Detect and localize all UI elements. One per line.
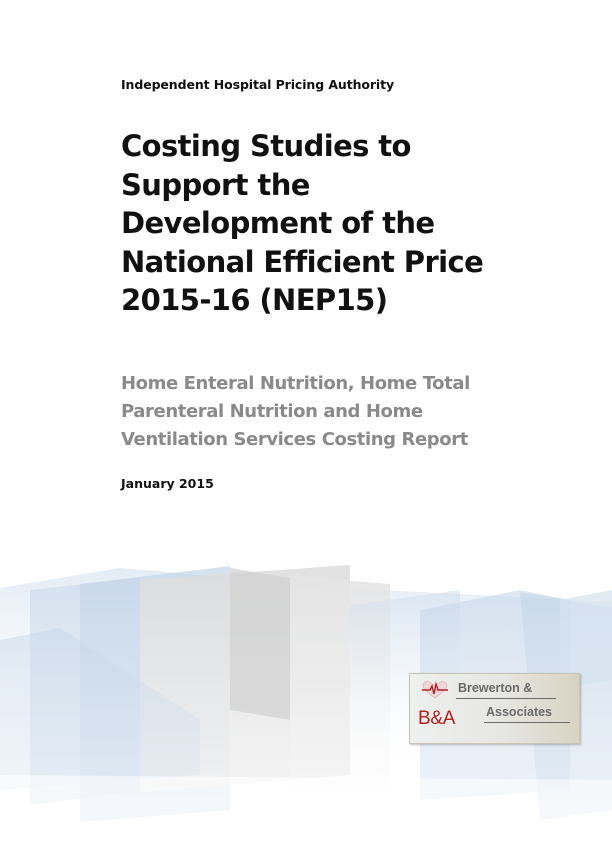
report-subtitle xyxy=(121,370,591,454)
subtitle-line: Parenteral Nutrition and Home xyxy=(121,401,423,422)
logo-name-line2: Associates xyxy=(486,705,553,719)
heartbeat-icon xyxy=(420,680,450,700)
logo-name-line1: Brewerton & xyxy=(458,681,533,695)
title-line: Development of the xyxy=(121,206,435,240)
report-date: January 2015 xyxy=(121,476,214,491)
brewerton-associates-logo xyxy=(409,673,580,744)
subtitle-line: Home Enteral Nutrition, Home Total xyxy=(121,373,470,394)
title-line: National Efficient Price xyxy=(121,244,484,279)
logo-divider xyxy=(484,722,570,723)
title-line: Costing Studies to xyxy=(121,129,411,163)
organization-name: Independent Hospital Pricing Authority xyxy=(121,77,395,92)
title-line: 2015-16 (NEP15) xyxy=(121,283,388,317)
report-title xyxy=(121,127,561,320)
title-line: Support the xyxy=(121,167,310,202)
logo-initials: B&A xyxy=(418,708,456,729)
logo-divider xyxy=(456,698,556,699)
subtitle-line: Ventilation Services Costing Report xyxy=(121,429,468,450)
